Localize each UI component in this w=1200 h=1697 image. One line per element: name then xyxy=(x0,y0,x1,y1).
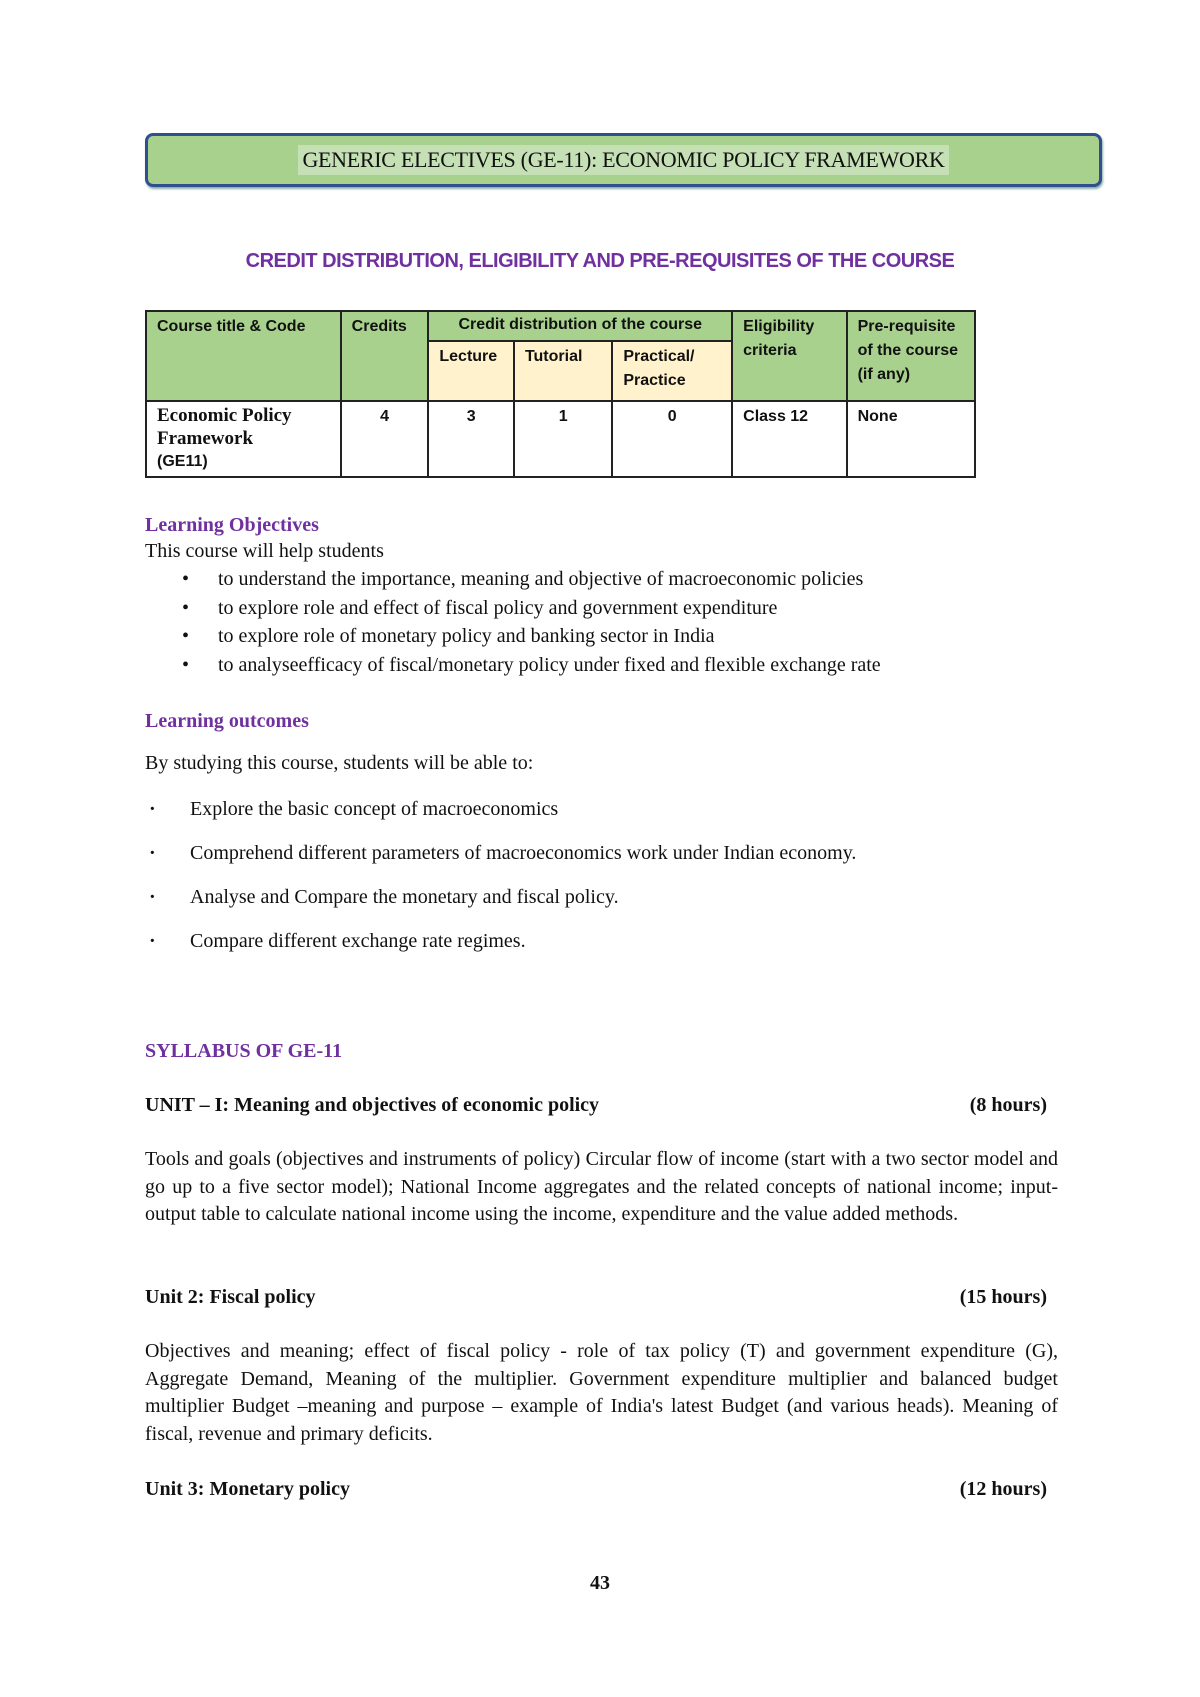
outcomes-heading: Learning outcomes xyxy=(145,710,309,732)
unit-hours: (8 hours) xyxy=(969,1094,1047,1116)
objectives-intro: This course will help students xyxy=(145,540,384,562)
header-distribution: Credit distribution of the course xyxy=(428,311,732,341)
cell-credits: 4 xyxy=(341,401,429,477)
syllabus-heading: SYLLABUS OF GE-11 xyxy=(145,1040,343,1062)
cell-prereq: None xyxy=(847,401,975,477)
credit-distribution-table xyxy=(145,310,976,478)
page-number: 43 xyxy=(590,1572,610,1594)
course-title-banner xyxy=(145,133,1102,187)
header-lecture: Lecture xyxy=(428,341,514,401)
list-item: • to explore role and effect of fiscal policy and government expenditure xyxy=(145,594,1095,623)
header-tutorial: Tutorial xyxy=(514,341,612,401)
unit-title: Unit 2: Fiscal policy xyxy=(145,1286,316,1308)
unit-1-heading xyxy=(145,1094,1047,1117)
header-prereq: Pre-requisite of the course (if any) xyxy=(847,311,975,401)
list-item: • to analyseefficacy of fiscal/monetary policy under fixed and flexible exchange rate xyxy=(145,651,1095,680)
list-item: · Comprehend different parameters of macroeconomics work under Indian economy. xyxy=(145,831,1095,875)
cell-lecture: 3 xyxy=(428,401,514,477)
list-item: • to understand the importance, meaning and objective of macroeconomic policies xyxy=(145,565,1095,594)
learning-objectives xyxy=(145,514,1095,679)
course-name: Economic Policy Framework xyxy=(157,405,292,449)
cell-tutorial: 1 xyxy=(514,401,612,477)
list-item: · Analyse and Compare the monetary and fiscal policy. xyxy=(145,875,1095,919)
header-eligibility: Eligibility criteria xyxy=(732,311,846,401)
cell-course xyxy=(146,401,341,477)
unit-1-text: Tools and goals (objectives and instruments of policy) Circular flow of income (start with a two sector model and go up to a five sector model); National Income aggregates and the related concepts of national income; input-output table to calculate national income using the income, expenditure and the value added methods. xyxy=(145,1148,1058,1225)
banner-title: GENERIC ELECTIVES (GE-11): ECONOMIC POLICY FRAMEWORK xyxy=(298,145,948,175)
list-item: • to explore role of monetary policy and banking sector in India xyxy=(145,622,1095,651)
unit-hours: (15 hours) xyxy=(959,1286,1047,1308)
list-item: · Explore the basic concept of macroeconomics xyxy=(145,787,1095,831)
unit-hours: (12 hours) xyxy=(959,1478,1047,1500)
unit-title: UNIT – I: Meaning and objectives of economic policy xyxy=(145,1094,600,1116)
table-row xyxy=(146,401,975,477)
unit-2-text: Objectives and meaning; effect of fiscal policy - role of tax policy (T) and government expenditure (G), Aggregate Demand, Meaning of the multiplier. Government expenditure multiplier and balanced budget multiplier Budget –meaning and purpose – example of India's latest Budget (and various heads). Meaning of fiscal, revenue and primary deficits. xyxy=(145,1340,1058,1445)
unit-3-heading xyxy=(145,1478,1047,1501)
unit-title: Unit 3: Monetary policy xyxy=(145,1478,350,1500)
objectives-heading: Learning Objectives xyxy=(145,514,319,536)
credit-distribution-heading: CREDIT DISTRIBUTION, ELIGIBILITY AND PRE-REQUISITES OF THE COURSE xyxy=(245,250,955,272)
list-item: · Compare different exchange rate regimes. xyxy=(145,919,1095,963)
course-code: (GE11) xyxy=(157,453,208,470)
outcomes-intro: By studying this course, students will be able to: xyxy=(145,752,534,774)
cell-practical: 0 xyxy=(612,401,732,477)
header-practical: Practical/ Practice xyxy=(612,341,732,401)
header-credits: Credits xyxy=(341,311,429,401)
unit-2-heading xyxy=(145,1286,1047,1309)
learning-outcomes xyxy=(145,710,1095,963)
header-course: Course title & Code xyxy=(146,311,341,401)
cell-eligibility: Class 12 xyxy=(732,401,846,477)
